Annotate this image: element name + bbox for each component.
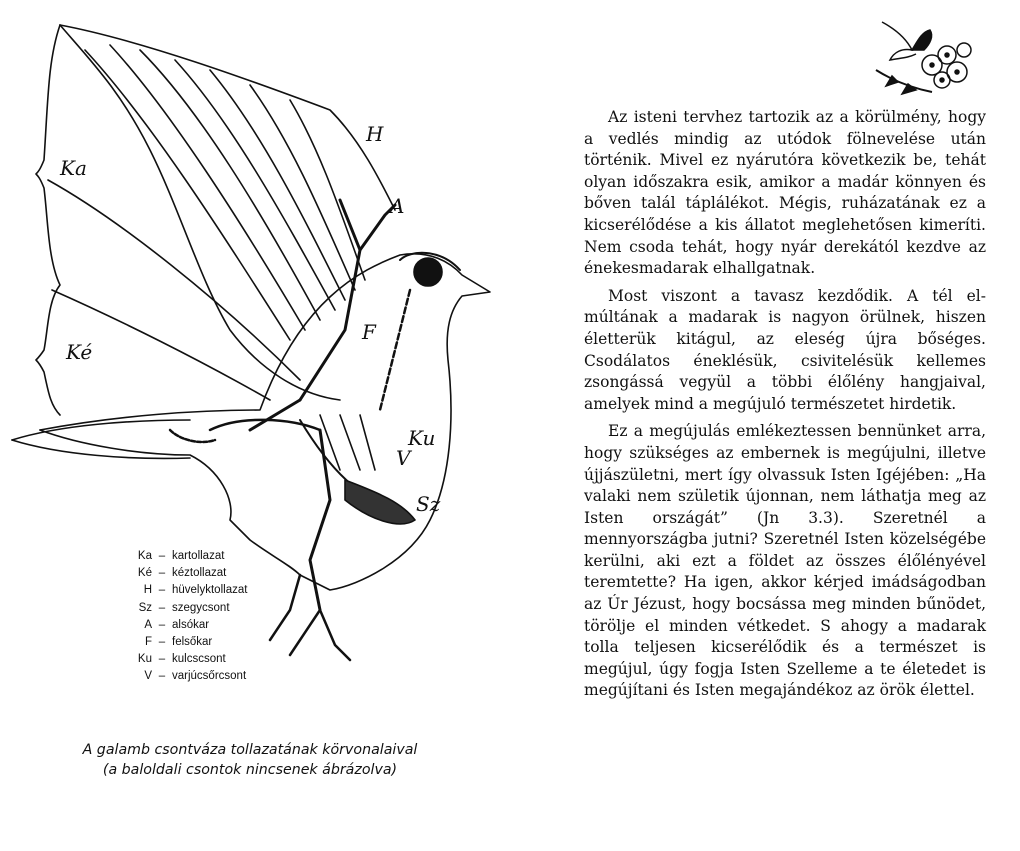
swallow-flower-ornament (872, 10, 980, 100)
body-text (584, 107, 986, 708)
caption-line-1: A galamb csontváza tollazatának körvonalaival (82, 742, 418, 758)
paragraph-3: Ez a megújulás emlékeztessen bennünket arra, hogy szükséges az embernek is megújulni, illetve újjászületni, mert így olvassuk Isten Igéjében: „Ha valaki nem születik újonnan, nem láthatja meg az Isten országát” (Jn 3.3). Szeretnél a mennyországba jutni? Szeretnél Isten közelségébe kerülni, aki ezt a földet az összes élőlényével teremtette? Ha igen, akkor kérjed imádságodban az Úr Jézust, hogy bocsássa meg minden bűnödet, törölje el minden vétkedet. S ahogy a madarak tolla teljesen kicserélődik és a természet is megújul, úgy fogja Isten Szelleme a te életedet is megújítani és Isten megajándékoz az örök élettel. (584, 422, 986, 700)
legend-item: H – hüvelyktollazat (143, 584, 248, 597)
label-a: A (390, 194, 405, 218)
legend-item: F – felsőkar (144, 636, 213, 649)
figure-legend (96, 548, 256, 686)
legend-item: Ku – kulcscsont (137, 653, 226, 666)
figure-caption (30, 740, 470, 780)
legend-item: Ka – kartollazat (137, 550, 225, 562)
label-ku: Ku (408, 426, 436, 450)
caption-line-2: (a baloldali csontok nincsenek ábrázolva) (102, 762, 398, 778)
legend-item: V – varjúcsőrcsont (144, 670, 247, 683)
legend-item: Sz – szegycsont (138, 601, 230, 614)
legend-item: A – alsókar (144, 618, 210, 631)
label-ka: Ka (60, 156, 87, 180)
bird-blossom-icon (872, 10, 980, 100)
paragraph-2: Most viszont a tavasz kezdődik. A tél elmúltának a madarak is nagyon örülnek, hiszen életterük kitágul, az eleség újra bőséges. Csodálatos éneklésük, csivitelésük kellemes zsongássá vegyül a többi élőlény hangjaival, amelyek mind a megújuló természetet hirdetik. (584, 286, 986, 413)
label-ke: Ké (66, 340, 93, 364)
pigeon-skeleton-figure (0, 0, 500, 851)
label-sz: Sz (416, 492, 441, 516)
paragraph-1: Az isteni tervhez tartozik az a körülmény, hogy a vedlés mindig az utódok fölnevelése után történik. Mivel ez nyárutóra következik be, tehát olyan időszakra esik, amikor a madár könnyen és bőven talál táplálékot. Mégis, ruházatának ez a kicserélődése a kis állatot meglehetősen kimeríti. Nem csoda tehát, hogy nyár derekától kezdve az énekesmadarak elhallgatnak. (584, 108, 986, 278)
label-v: V (396, 446, 411, 470)
legend-item: Ké – kéztollazat (137, 567, 227, 580)
label-h: H (366, 122, 384, 146)
label-f: F (362, 320, 376, 344)
